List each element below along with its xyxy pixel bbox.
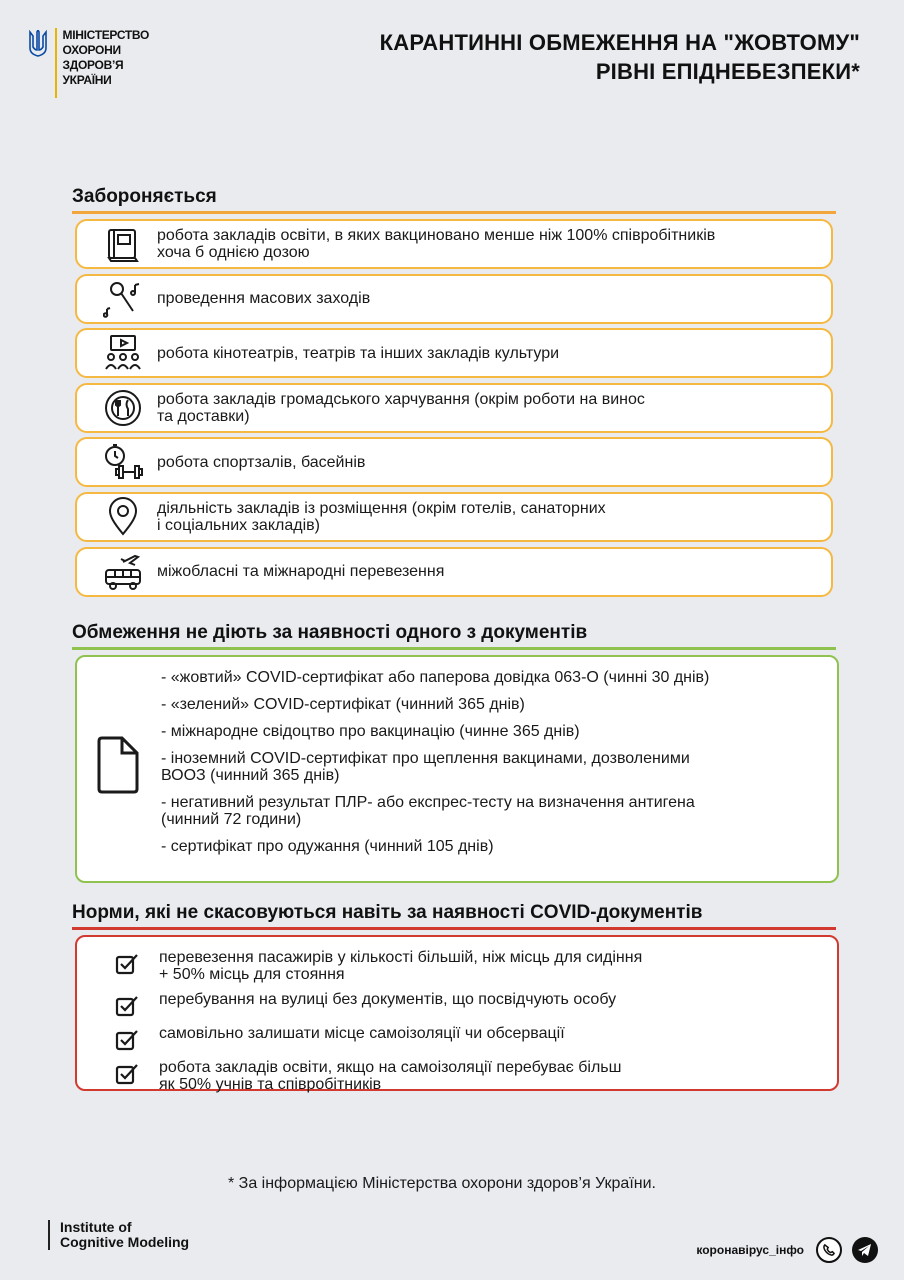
list-item-text [149, 454, 365, 471]
text-line: ВООЗ (чинний 365 днів) [161, 767, 340, 784]
list-item [115, 1059, 815, 1093]
exemptions-divider [72, 647, 836, 650]
text-line: перебування на вулиці без документів, що посвідчують особу [159, 991, 617, 1008]
telegram-icon[interactable] [852, 1237, 878, 1263]
list-item [115, 1025, 815, 1051]
icm-line: Cognitive Modeling [60, 1234, 190, 1250]
text-line: діяльність закладів із розміщення (окрім готелів, санаторних [157, 499, 606, 517]
list-item-text [149, 227, 715, 261]
norms-divider [72, 927, 836, 930]
footnote: * За інформацією Міністерства охорони здоров’я України. [227, 1175, 656, 1192]
ministry-line: МІНІСТЕРСТВО [62, 28, 150, 42]
prohibited-heading: Забороняється [72, 186, 217, 207]
list-item-text [139, 1025, 565, 1042]
prohibited-list [75, 219, 833, 601]
text-line: робота закладів освіти, якщо на самоізоляції перебуває більш [159, 1059, 622, 1076]
list-item-text [149, 391, 645, 425]
text-line: - міжнародне свідоцтво про вакцинацію (чинне 365 днів) [161, 723, 580, 740]
checkbox-checked-icon [115, 953, 139, 975]
text-line: - «жовтий» COVID-сертифікат або паперова довідка 063-О (чинні 30 днів) [161, 669, 710, 686]
list-item [161, 696, 821, 713]
location-pin-icon [97, 495, 149, 539]
list-item [115, 991, 815, 1017]
ministry-line: ЗДОРОВ’Я [62, 58, 124, 72]
ministry-line: УКРАЇНИ [62, 73, 112, 87]
list-item [161, 750, 821, 784]
checkbox-checked-icon [115, 1029, 139, 1051]
icm-line: Institute of [60, 1219, 132, 1235]
exemptions-box [75, 655, 839, 883]
list-item [75, 547, 833, 597]
list-item [115, 949, 815, 983]
list-item [161, 669, 821, 686]
page-title [260, 28, 860, 86]
list-item-text [149, 290, 370, 307]
prohibited-divider [72, 211, 836, 214]
text-line: міжобласні та міжнародні перевезення [157, 563, 445, 581]
logo-divider [55, 28, 57, 98]
brand-handle[interactable]: коронавірус_інфо [696, 1243, 804, 1257]
viber-icon[interactable] [816, 1237, 842, 1263]
text-line: і соціальних закладів) [157, 516, 320, 534]
list-item-text [139, 991, 616, 1008]
list-item [75, 437, 833, 487]
norms-box [75, 935, 839, 1091]
title-line: КАРАНТИННІ ОБМЕЖЕННЯ НА "ЖОВТОМУ" [379, 30, 860, 55]
checkbox-checked-icon [115, 1063, 139, 1085]
document-icon [95, 735, 141, 795]
microphone-icon [97, 277, 149, 321]
list-item [75, 492, 833, 542]
list-item [75, 219, 833, 269]
checkbox-checked-icon [115, 995, 139, 1017]
title-line: РІВНІ ЕПІДНЕБЕЗПЕКИ* [595, 59, 860, 84]
plate-cutlery-icon [97, 386, 149, 430]
text-line: - негативний результат ПЛР- або експрес-тесту на визначення антигена [161, 794, 695, 811]
text-line: проведення масових заходів [157, 290, 371, 308]
list-item-text [149, 500, 606, 534]
text-line: - «зелений» COVID-сертифікат (чинний 365 днів) [161, 696, 525, 713]
list-item [75, 328, 833, 378]
text-line: робота закладів громадського харчування (окрім роботи на винос [157, 390, 645, 408]
list-item-text [149, 563, 444, 580]
list-item [75, 274, 833, 324]
list-item [161, 838, 821, 855]
text-line: перевезення пасажирів у кількості більшій, ніж місць для сидіння [159, 949, 643, 966]
list-item-text [139, 949, 642, 983]
text-line: - іноземний COVID-сертифікат про щеплення вакцинами, дозволеними [161, 750, 690, 767]
icm-bar [48, 1220, 50, 1250]
text-line: + 50% місць для стояння [159, 966, 345, 983]
list-item-text [149, 345, 559, 362]
book-icon [97, 222, 149, 266]
text-line: як 50% учнів та співробітників [159, 1076, 382, 1093]
icm-name [60, 1220, 189, 1250]
bus-plane-icon [97, 550, 149, 594]
icm-logo [48, 1220, 189, 1250]
list-item [161, 723, 821, 740]
text-line: та доставки) [157, 407, 250, 425]
norms-heading: Норми, які не скасовуються навіть за наявності COVID-документів [72, 902, 703, 923]
exemptions-list [161, 669, 821, 865]
exemptions-heading: Обмеження не діють за наявності одного з документів [72, 622, 588, 643]
cinema-icon [97, 331, 149, 375]
ministry-logo [28, 28, 153, 98]
text-line: робота спортзалів, басейнів [157, 453, 366, 471]
header [0, 0, 904, 110]
ministry-name [63, 28, 153, 88]
list-item [161, 794, 821, 828]
text-line: робота кінотеатрів, театрів та інших закладів культури [157, 344, 560, 362]
list-item [75, 383, 833, 433]
dumbbell-stopwatch-icon [97, 440, 149, 484]
text-line: робота закладів освіти, в яких вакциновано менше ніж 100% співробітників [157, 227, 716, 244]
text-line: самовільно залишати місце самоізоляції чи обсервації [159, 1025, 565, 1042]
text-line: (чинний 72 години) [161, 811, 302, 828]
text-line: хоча б однією дозою [157, 244, 310, 261]
list-item-text [139, 1059, 621, 1093]
norms-list [115, 949, 815, 1101]
trident-icon [28, 30, 48, 58]
text-line: - сертифікат про одужання (чинний 105 днів) [161, 838, 494, 855]
ministry-line: ОХОРОНИ [62, 43, 121, 57]
